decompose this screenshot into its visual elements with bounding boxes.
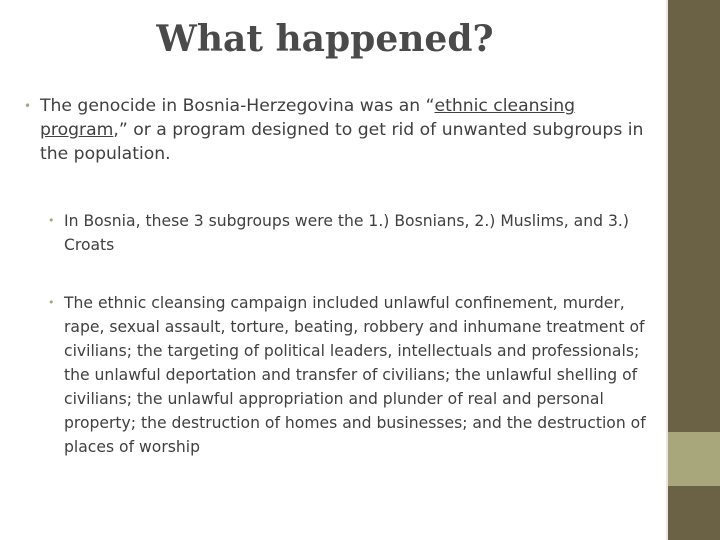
bullet-text-after: ,” or a program designed to get rid of unwanted subgroups in the population. (40, 120, 644, 164)
bullet-text-before: The genocide in Bosnia-Herzegovina was an “ (40, 96, 435, 116)
bullet-dot-icon: • (48, 214, 55, 227)
bullet-subgroups (48, 209, 652, 257)
ethnic-cleansing-link[interactable]: ethnic cleansing program (40, 96, 576, 140)
bullet-text: The ethnic cleansing campaign included unlawful confinement, murder, rape, sexual assault, torture, beating, robbery and inhumane treatment of civilians; the targeting of political leaders, intellectuals and professionals; the unlawful deportation and transfer of civilians; the unlawful shelling of civilians; the unlawful appropriation and plunder of real and personal property; the destruction of homes and businesses; and the destruction of places of worship (64, 294, 646, 456)
bullet-dot-icon: • (48, 296, 55, 309)
bullet-dot-icon: • (24, 99, 32, 113)
side-accent-block (668, 432, 720, 486)
slide-title: What happened? (156, 18, 494, 60)
bullet-genocide (24, 94, 652, 166)
bullet-campaign (48, 291, 652, 459)
bullet-text: In Bosnia, these 3 subgroups were the 1.) Bosnians, 2.) Muslims, and 3.) Croats (64, 212, 629, 254)
